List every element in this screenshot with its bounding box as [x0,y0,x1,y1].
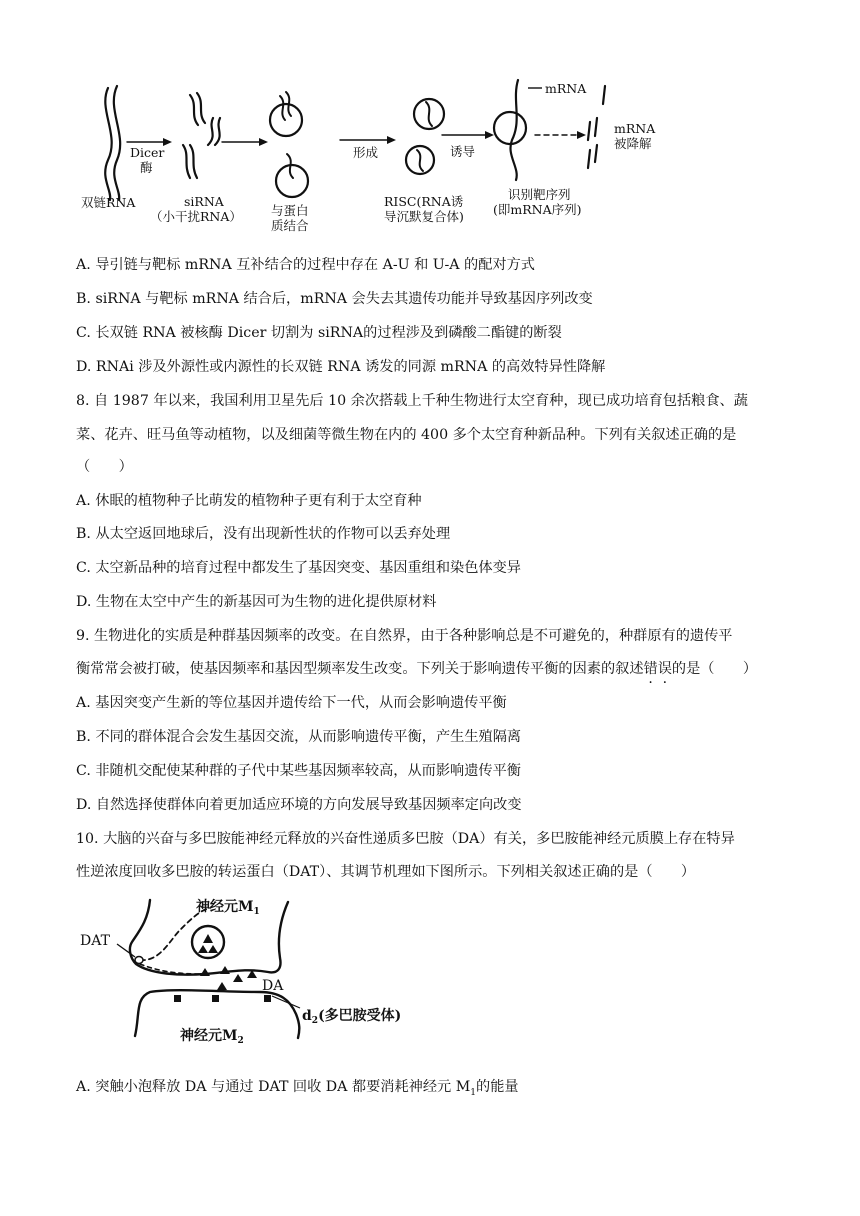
label-neuron-m2: 神经元$M_2$ [180,1028,244,1046]
q9-stem-1: 9. 生物进化的实质是种群基因频率的改变。在自然界，由于各种影响总是不可避免的，种群原有的遗传平 [76,628,733,644]
label-neuron-m1: 神经元$M_1$ [196,899,260,917]
label-risc-2: 导沉默复合体) [384,209,464,224]
label-induce: 诱导 [450,144,476,159]
label-dicer-2: 酶 [140,160,153,175]
label-dat: DAT [80,933,110,949]
label-protein-2: 质结合 [271,218,309,233]
label-degraded-1: mRNA [614,121,656,136]
q9-emphasis-1: 错 [643,661,658,677]
q10-stem-1: 10. 大脑的兴奋与多巴胺能神经元释放的兴奋性递质多巴胺（DA）有关，多巴胺能神经元质膜上存在特异 [76,831,735,847]
q8-answer-blank: （ ） [76,459,133,475]
q7-option-d: D. RNAi 涉及外源性或内源性的长双链 RNA 诱发的同源 mRNA 的高效特异性降解 [76,359,606,375]
recognition-complex [494,80,526,180]
label-recognize-2: (即mRNA序列) [493,202,582,217]
rnai-diagram [0,0,860,240]
dat-transporter [135,957,143,964]
q10-option-a: A. 突触小泡释放 DA 与通过 DAT 回收 DA 都要消耗神经元 $M_1$的能量 [76,1079,519,1098]
q9-option-b: B. 不同的群体混合会发生基因交流，从而影响遗传平衡，产生生殖隔离 [76,729,522,745]
q8-option-a: A. 休眠的植物种子比萌发的植物种子更有利于太空育种 [76,493,422,509]
label-dsrna: 双链RNA [81,195,136,210]
synapse-diagram [0,890,860,1070]
label-dicer-1: Dicer [130,145,165,160]
label-risc-1: RISC(RNA诱 [384,194,464,209]
label-recognize-1: 识别靶序列 [508,187,571,202]
label-d2-receptor: $d_2$(多巴胺受体) [302,1008,402,1026]
q7-option-a: A. 导引链与靶标 mRNA 互补结合的过程中存在 A-U 和 U-A 的配对方式 [76,257,535,273]
q9-option-d: D. 自然选择使群体向着更加适应环境的方向发展导致基因频率定向改变 [76,797,522,813]
label-da: DA [262,978,284,994]
q10-stem-2: 性逆浓度回收多巴胺的转运蛋白（DAT）、其调节机理如下图所示。下列相关叙述正确的是（ ） [76,864,696,880]
label-mrna: mRNA [545,81,587,96]
label-form: 形成 [353,145,379,160]
q8-stem-1: 8. 自 1987 年以来，我国利用卫星先后 10 余次搭载上千种生物进行太空育种，现已成功培育包括粮食、蔬 [76,393,748,409]
q9-stem-2: 衡常常会被打破，使基因频率和基因型频率发生改变。下列关于影响遗传平衡的因素的叙述错误的是（ ） [76,661,758,677]
q9-emphasis-2: 误 [657,661,672,677]
q7-option-c: C. 长双链 RNA 被核酶 Dicer 切割为 siRNA的过程涉及到磷酸二酯键的断裂 [76,325,562,341]
q9-option-c: C. 非随机交配使某种群的子代中某些基因频率较高，从而影响遗传平衡 [76,763,521,779]
label-protein-1: 与蛋白 [271,203,309,218]
degraded-fragments [588,86,605,168]
q8-stem-2: 菜、花卉、旺马鱼等动植物，以及细菌等微生物在内的 400 多个太空育种新品种。下列有关叙述正确的是 [76,427,737,443]
label-sirna-1: siRNA [184,194,224,209]
q7-option-b: B. siRNA 与靶标 mRNA 结合后，mRNA 会失去其遗传功能并导致基因序列改变 [76,291,593,307]
label-degraded-2: 被降解 [614,136,652,151]
dsrna-strands [105,86,120,200]
q9-option-a: A. 基因突变产生新的等位基因并遗传给下一代，从而会影响遗传平衡 [76,695,507,711]
dopamine-molecules [198,934,257,990]
protein-circles [270,92,308,197]
q8-option-d: D. 生物在太空中产生的新基因可为生物的进化提供原材料 [76,594,437,610]
d2-receptors [174,995,271,1002]
risc-circles [406,99,444,174]
q8-option-c: C. 太空新品种的培育过程中都发生了基因突变、基因重组和染色体变异 [76,560,521,576]
label-sirna-2: （小干扰RNA） [150,209,242,224]
q8-option-b: B. 从太空返回地球后，没有出现新性状的作物可以丢弃处理 [76,526,451,542]
sirna-fragments [183,93,220,178]
